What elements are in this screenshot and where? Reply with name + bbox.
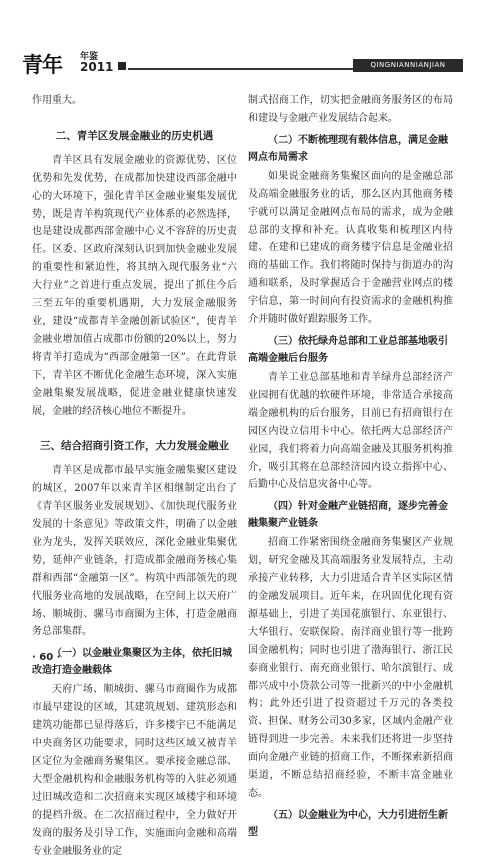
paragraph: 天府广场、顺城街、骡马市商圈作为成都市最早建设的区域，其建筑规划、建筑形态和建筑功能都已显得落后，许多楼宇已不能满足中央商务区功能要求，同时这些区域又被青羊区定位为金融商务聚集区。要承接金融总部、大型金融机构和金融服务机构等的入驻必须通过旧城改造和二次招商来实现区域楼宇和环境的提档升级。在二次招商过程中，全力做好开发商的服务及引导工作，实施面向金融和高端专业金融服务业的定: [32, 684, 237, 857]
subsection-heading: （四）针对金融产业链招商，逐步完善金融集聚产业链条: [248, 501, 448, 530]
left-column: [32, 92, 237, 860]
subsection-heading: （五）以金融业为中心，大力引进衍生新型: [248, 809, 448, 838]
subsection-heading: （二）不断梳理现有载体信息，满足金融网点布局需求: [248, 134, 448, 163]
right-column: [248, 92, 453, 843]
paragraph: 青羊区具有发展金融业的资源优势、区位优势和先发优势，在成都加快建设西部金融中心的大环境下，强化青羊区金融业聚集发展优势，既是青羊构筑现代产业体系的必然选择，也是建设成都西部金融中心义不容辞的历史责任。区委、区政府深刻认识到加快金融业发展的重要性和紧迫性，将其纳入现代服务业“六大行业”之首进行重点发展，提出了抓住今后三至五年的重要机遇期，大力发展金融服务业，建设“成都青羊金融创新试验区”，使青羊金融业增加值占成都市份额的20%以上，努力将青羊打造成为“西部金融第一区”。在此背景下，青羊区不断优化金融生态环境，深入实施金融集聚发展战略，促进金融业健康快速发展，金融的经济核心地位不断提升。: [32, 154, 237, 417]
page-number: · 60 ·: [32, 652, 61, 663]
subsection-heading: （三）依托绿舟总部和工业总部基地吸引高端金融后台服务: [248, 335, 448, 364]
section-heading: 二、青羊区发展金融业的历史机遇: [55, 129, 214, 142]
logo-subtitle: 年鉴: [80, 52, 99, 62]
logo-square-icon: [118, 62, 126, 70]
paragraph: 作用重大。: [32, 95, 82, 106]
header-rule: [128, 68, 353, 70]
subsection-heading: （一）以金融业集聚区为主体，依托旧城改造打造金融载体: [32, 648, 232, 677]
journal-name: QINGNIANNIANJIAN: [353, 59, 463, 72]
paragraph: 招商工作紧密围绕金融商务集聚区产业规划，研究金融及其高端服务业发展特点，主动承接产业转移，大力引进适合青羊区实际区情的金融发展项目。近年来，在巩固优化现有资源基础上，引进了美国花旗银行、东亚银行、大华银行、安联保险、南洋商业银行等一批跨国金融机构；同时也引进了渤海银行、浙江民泰商业银行、南充商业银行、哈尔滨银行、成都兴成中小贷款公司等一批新兴的中小金融机构；此外还引进了投资超过千万元的各类投资、担保、财务公司30多家，区域内金融产业链得到进一步完善。未来我们还将进一步坚持面向金融产业链的招商工作，不断探索新招商渠道，不断总结招商经验，不断丰富金融业态。: [248, 537, 453, 799]
page-header: [18, 48, 463, 76]
logo-title: 青年: [22, 52, 62, 77]
section-heading: 三、结合招商引资工作，大力发展金融业: [40, 440, 229, 453]
paragraph: 制式招商工作，切实把金融商务服务区的布局和建设与金融产业发展结合起来。: [248, 95, 453, 124]
paragraph: 青羊区是成都市最早实施金融集聚区建设的城区，2007年以来青羊区相继制定出台了《青羊区服务业发展规划》、《加快现代服务业发展的十条意见》等政策文件，明确了以金融业为龙头，发挥关联效应，深化金融业集聚优势，延伸产业链条，打造成都金融商务核心集群和西部“金融第一区”。构筑中西部领先的现代服务业高地的发展战略，在空间上以天府广场、顺城街、骡马市商圈为主体，打造金融商务总部集群。: [32, 465, 237, 638]
paragraph: 青羊工业总部基地和青羊绿舟总部经济产业园拥有优越的软硬件环境，非常适合承接高端金融机构的后台服务，目前已有招商银行在园区内设立信用卡中心。依托两大总部经济产业园，我们将着力向高端金融及其服务机构推介，吸引其将在总部经济园内设立指挥中心、后勤中心及信息灾备中心等。: [248, 371, 453, 491]
paragraph: 如果说金融商务集聚区面向的是金融总部及高端金融服务业的话，那么区内其他商务楼宇就可以满足金融网点布局的需求，成为金融总部的支撑和补充。认真收集和梳理区内待建、在建和已建成的商务楼宇信息是金融业招商的基础工作。我们将随时保持与街道办的沟通和联系，及时掌握适合于金融营业网点的楼宇信息，第一时间向有投资需求的金融机构推介并随时做好跟踪服务工作。: [248, 170, 453, 326]
journal-logo: [18, 48, 128, 76]
logo-year: 2011: [80, 60, 114, 74]
